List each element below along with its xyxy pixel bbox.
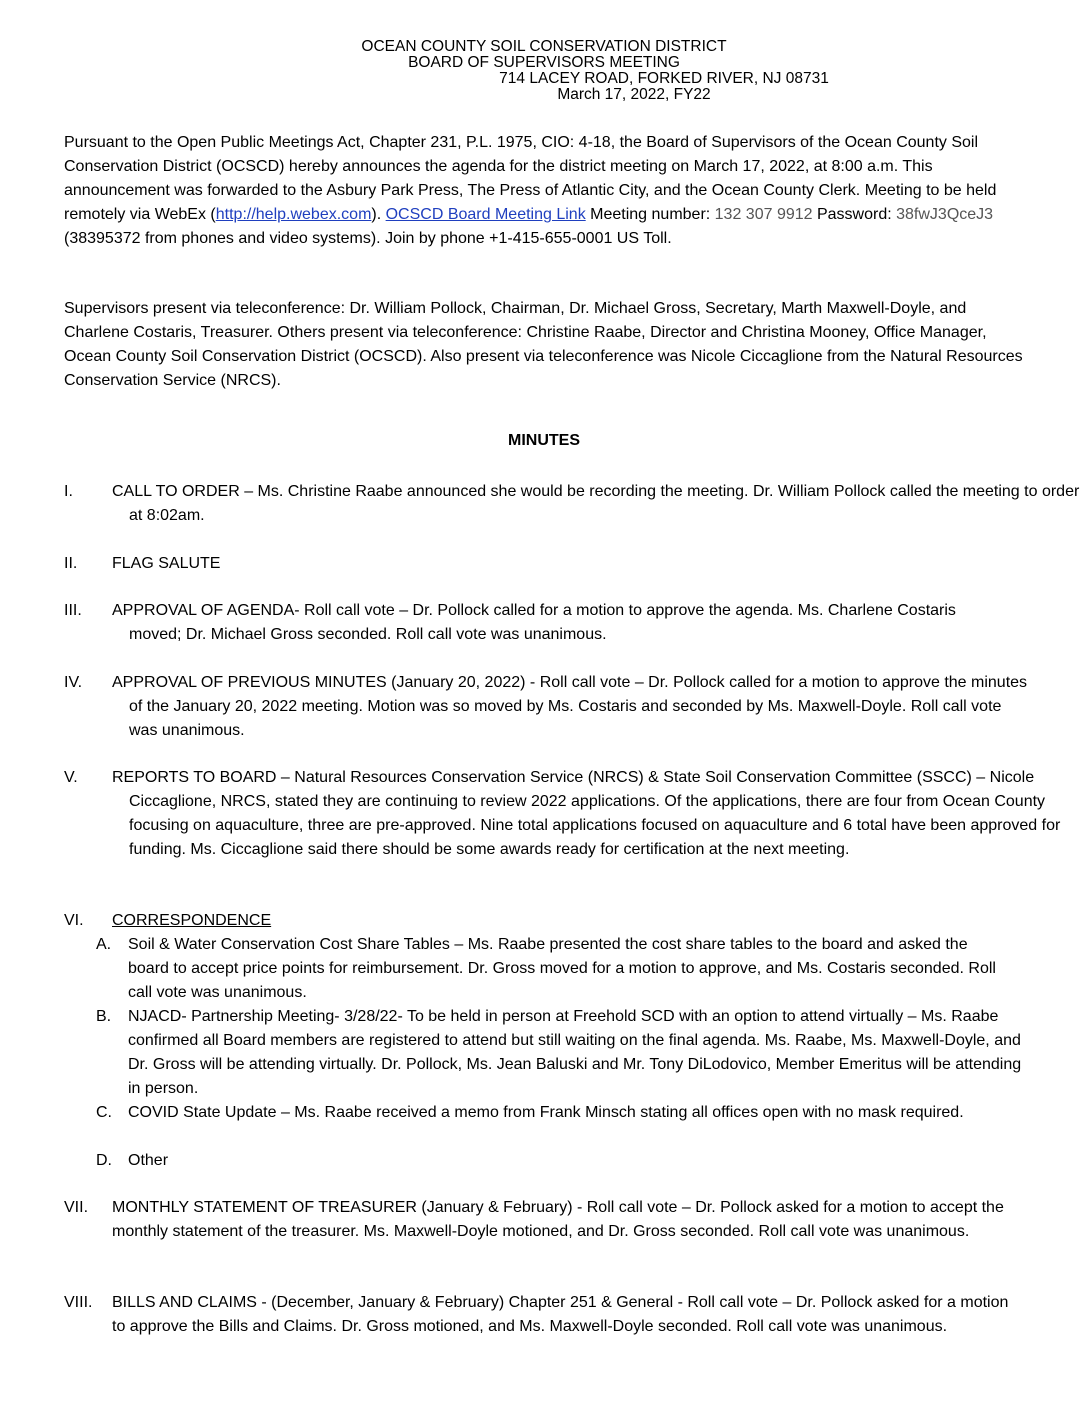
section-call-to-order: CALL TO ORDER – Ms. Christine Raabe announced she would be recording the meeting. Dr. William Pollock called the meeting to order at 8:02am. (112, 483, 1080, 524)
section-treasurer-statement: MONTHLY STATEMENT OF TREASURER (January & February) - Roll call vote – Dr. Pollock asked for a motion to accept the monthly statement of the treasurer. Ms. Maxwell-Doyle motioned, and Dr. Gross seconded. Roll call vote was unanimous. (112, 1199, 1004, 1240)
section-number: V. (64, 769, 78, 786)
section-flag-salute: FLAG SALUTE (112, 555, 221, 572)
item-letter: C. (96, 1104, 112, 1121)
section-approval-of-minutes: APPROVAL OF PREVIOUS MINUTES (January 20, 2022) - Roll call vote – Dr. Pollock called for a motion to approve the minutes of the January 20, 2022 meeting. Motion was so moved by Ms. Costaris and seconded by Ms. Maxwell-Doyle. Roll call vote was unanimous. (112, 674, 1028, 739)
section-number: VII. (64, 1199, 89, 1216)
meeting-number: 132 307 9912 (714, 206, 813, 223)
section-reports-to-board: REPORTS TO BOARD – Natural Resources Conservation Service (NRCS) & State Soil Conservation Committee (SSCC) – Nicole Ciccaglione, NRCS, stated they are continuing to review 2022 applications. Of the applications, there are four from Ocean County focusing on aquaculture, three are pre-approved. Nine total applications focused on aquaculture and 6 total have been approved for funding. Ms. Ciccaglione said there should be some awards ready for certification at the next meeting. (112, 769, 1061, 858)
item-letter: B. (96, 1008, 112, 1025)
meeting-password: 38fwJ3QceJ3 (896, 206, 994, 223)
header-address: 714 LACEY ROAD, FORKED RIVER, NJ 08731 (499, 70, 829, 87)
correspondence-item-covid: COVID State Update – Ms. Raabe received a memo from Frank Minsch stating all offices open with no mask required. (128, 1104, 964, 1121)
section-number: II. (64, 555, 78, 572)
intro-text-e: (38395372 from phones and video systems). Join by phone +1-415-655-0001 US Toll. (64, 230, 672, 247)
section-number: VI. (64, 912, 84, 929)
intro-text-c: Meeting number: (585, 206, 715, 223)
attendance-paragraph: Supervisors present via teleconference: Dr. William Pollock, Chairman, Dr. Michael Gross, Secretary, Marth Maxwell-Doyle, and Charlene Costaris, Treasurer. Others present via teleconference: Christine Raabe, Director and Christina Mooney, Office Manager, Ocean County Soil Conservation District (OCSCD). Also present via teleconference was Nicole Ciccaglione from the Natural Resources Conservation Service (NRCS). (64, 300, 1023, 389)
minutes-title: MINUTES (508, 432, 580, 449)
header-date: March 17, 2022, FY22 (557, 86, 711, 103)
section-approval-of-agenda: APPROVAL OF AGENDA- Roll call vote – Dr. Pollock called for a motion to approve the agenda. Ms. Charlene Costaris moved; Dr. Michael Gross seconded. Roll call vote was unanimous. (112, 602, 956, 643)
section-number: I. (64, 483, 73, 500)
board-meeting-link[interactable]: OCSCD Board Meeting Link (385, 206, 586, 223)
header-district-name: OCEAN COUNTY SOIL CONSERVATION DISTRICT (361, 38, 727, 55)
intro-paragraph (64, 131, 1024, 251)
header-meeting-title: BOARD OF SUPERVISORS MEETING (408, 54, 680, 71)
correspondence-item-njacd: NJACD- Partnership Meeting- 3/28/22- To be held in person at Freehold SCD with an option to attend virtually – Ms. Raabe confirmed all Board members are registered to attend but still waiting on the final agenda. Ms. Raabe, Ms. Maxwell-Doyle, and Dr. Gross will be attending virtually. Dr. Pollock, Ms. Jean Baluski and Mr. Tony DiLodovico, Member Emeritus will be attending in person. (128, 1008, 1022, 1097)
item-letter: A. (96, 936, 112, 953)
section-number: III. (64, 602, 82, 619)
intro-text-d: Password: (812, 206, 897, 223)
section-bills-and-claims: BILLS AND CLAIMS - (December, January & February) Chapter 251 & General - Roll call vote – Dr. Pollock asked for a motion to approve the Bills and Claims. Dr. Gross motioned, and Ms. Maxwell-Doyle seconded. Roll call vote was unanimous. (112, 1294, 1009, 1335)
section-number: VIII. (64, 1294, 93, 1311)
section-correspondence-title: CORRESPONDENCE (112, 912, 272, 929)
correspondence-item-cost-share: Soil & Water Conservation Cost Share Tables – Ms. Raabe presented the cost share tables to the board and asked the board to accept price points for reimbursement. Dr. Gross moved for a motion to approve, and Ms. Costaris seconded. Roll call vote was unanimous. (128, 936, 996, 1001)
intro-text-b: ). (371, 206, 386, 223)
webex-link[interactable]: http://help.webex.com (215, 206, 372, 223)
item-letter: D. (96, 1152, 112, 1169)
intro-text-a: Pursuant to the Open Public Meetings Act, Chapter 231, P.L. 1975, CIO: 4-18, the Board of Supervisors of the Ocean County Soil Conservation District (OCSCD) hereby announces the agenda for the district meeting on March 17, 2022, at 8:00 a.m. This announcement was forwarded to the Asbury Park Press, The Press of Atlantic City, and the Ocean County Clerk. Meeting to be held remotely via WebEx ( (64, 134, 997, 223)
section-number: IV. (64, 674, 83, 691)
correspondence-item-other: Other (128, 1152, 169, 1169)
